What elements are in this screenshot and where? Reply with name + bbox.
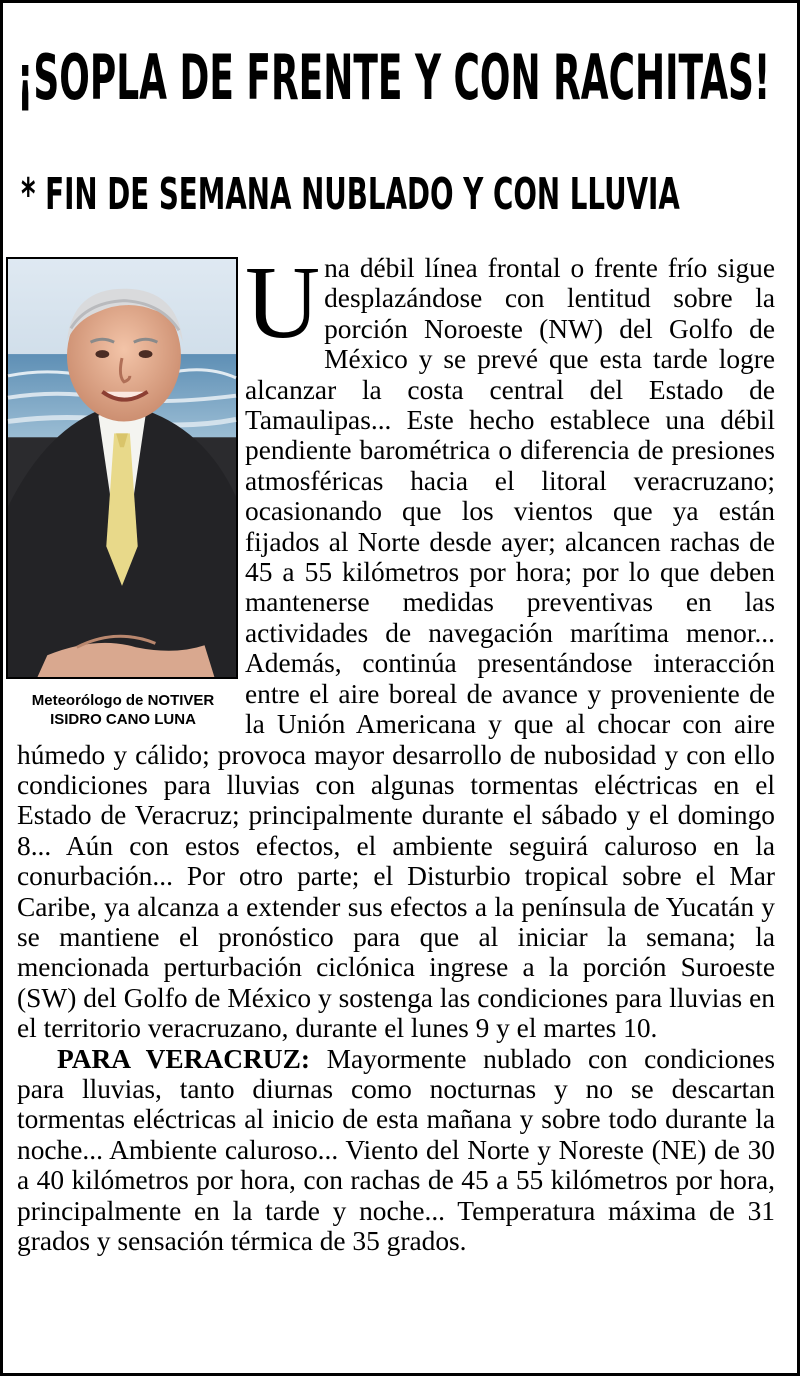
- headline: ¡SOPLA DE FRENTE Y CON RACHITAS!: [17, 41, 771, 114]
- drop-cap: U: [245, 245, 321, 360]
- caption-line-1: Meteorólogo de NOTIVER: [31, 692, 215, 709]
- subheadline: * FIN DE SEMANA NUBLADO Y CON LLUVIA: [21, 169, 680, 220]
- paragraph-2: [17, 1044, 775, 1257]
- paragraph-1-text: na débil línea frontal o frente frío sigue desplazándose con lentitud sobre la porción Noroeste (NW) del Golfo de México y se prevé que esta tarde logre alcanzar la costa central del Estado de Tamaulipas... Este hecho establece una débil pendiente barométrica o diferencia de presiones atmosféricas hacia el litoral veracruzano; ocasionando que los vientos que ya están fijados al Norte desde ayer; alcancen rachas de 45 a 55 kilómetros por hora; por lo que deben mantenerse medidas preventivas en las actividades de navegación marítima menor... Además, continúa presentándose interacción entre el aire boreal de avance y proveniente de la Unión Americana y que al chocar con aire húmedo y cálido; provoca mayor desarrollo de nubosidad y con ello condiciones para lluvias con algunas tormentas eléctricas en el Estado de Veracruz; principalmente durante el sábado y el domingo 8... Aún con estos efectos, el ambiente seguirá caluroso en la conurbación... Por otro parte; el Disturbio tropical sobre el Mar Caribe, ya alcanza a extender sus efectos a la península de Yucatán y se mantiene el pronóstico para que al iniciar la semana; la mencionada perturbación ciclónica ingrese a la porción Suroeste (SW) del Golfo de México y sostenga las condiciones para lluvias en el territorio veracruzano, durante el lunes 9 y el martes 10.: [17, 253, 775, 1044]
- paragraph-2-text: Mayormente nublado con condiciones para lluvias, tanto diurnas como nocturnas y no se descartan tormentas eléctricas al inicio de esta mañana y sobre todo durante la noche... Ambiente caluroso... Viento del Norte y Noreste (NE) de 30 a 40 kilómetros por hora, con rachas de 45 a 55 kilómetros por hora, principalmente en la tarde y noche... Temperatura máxima de 31 grados y sensación térmica de 35 grados.: [17, 1043, 775, 1256]
- article-body: [17, 245, 775, 1256]
- paragraph-2-lead: PARA VERACRUZ:: [57, 1043, 310, 1074]
- caption-line-2: ISIDRO CANO LUNA: [50, 711, 196, 728]
